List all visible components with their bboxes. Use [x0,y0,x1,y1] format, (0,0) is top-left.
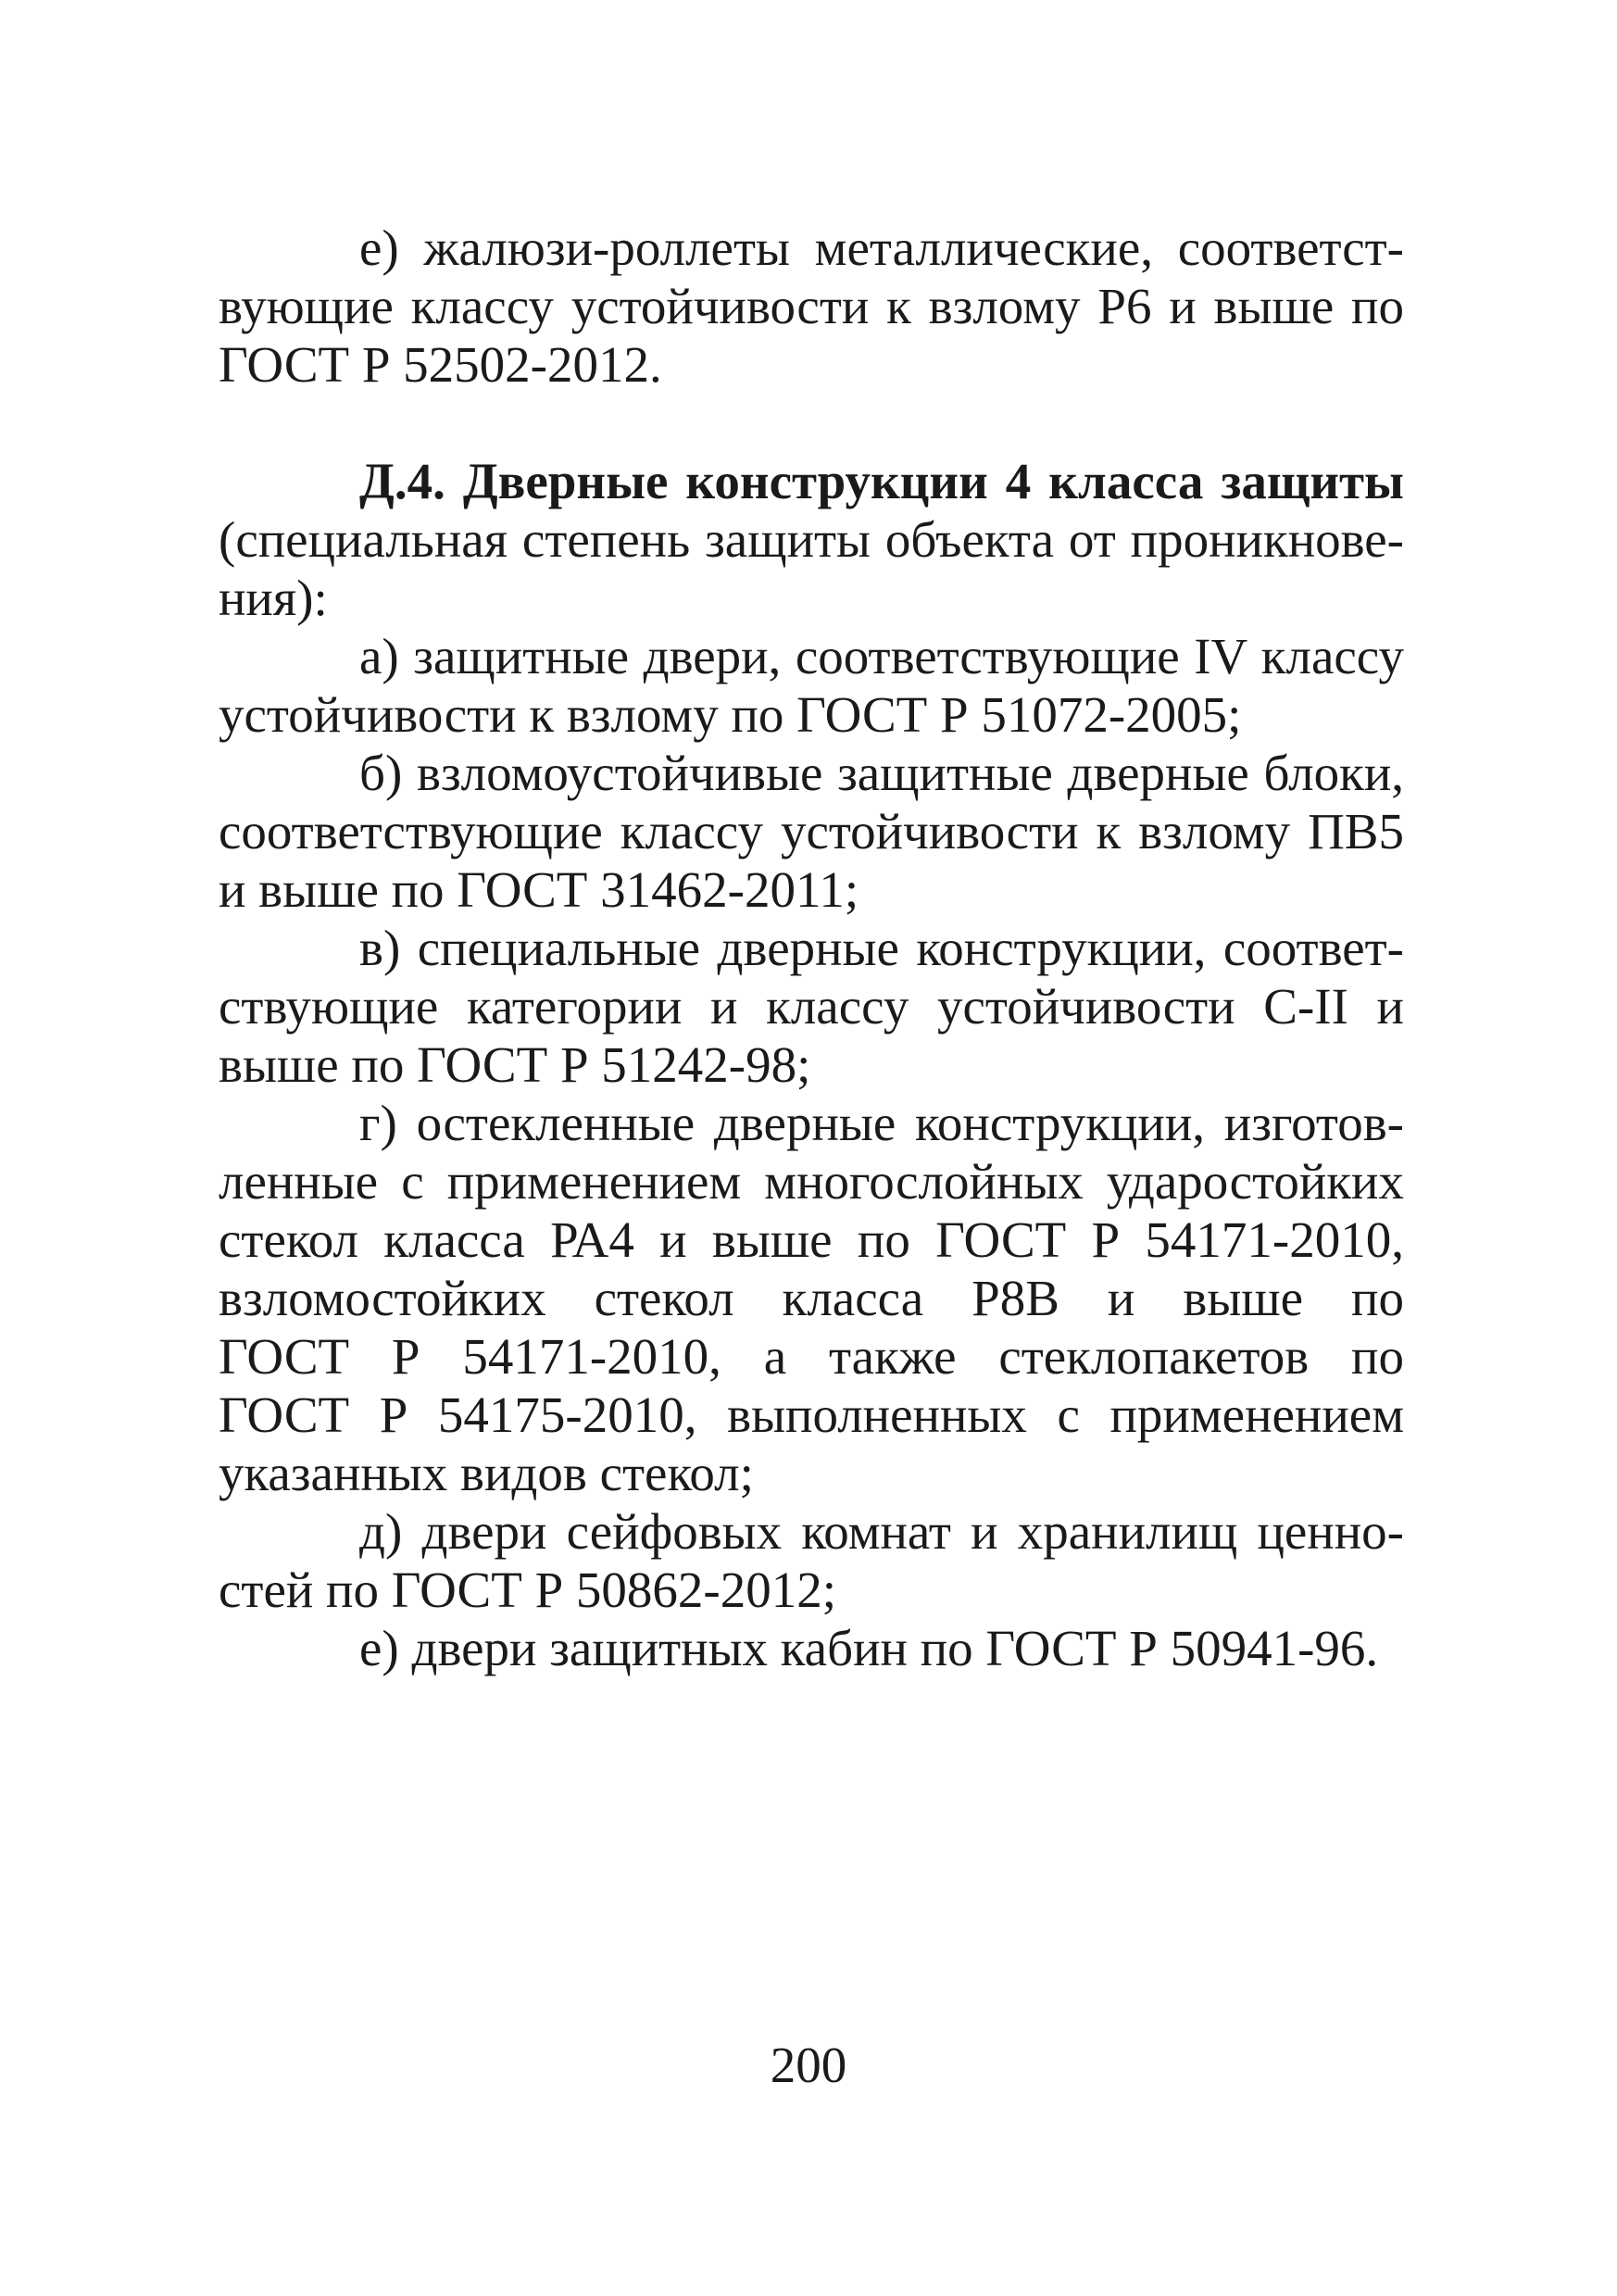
text-line: ГОСТ Р 54171-2010, а также стеклопакетов по [219,1328,1404,1385]
text-line: соответствующие классу устойчивости к взлому ПВ5 [219,803,1404,859]
text-line: ГОСТ Р 52502-2012. [219,336,662,393]
text-line: ствующие категории и классу устойчивости С-II и [219,978,1404,1035]
text-line: взломостойких стекол класса Р8В и выше по [219,1270,1404,1326]
text-line: ленные с применением многослойных ударостойких [219,1153,1404,1210]
text-line: ГОСТ Р 54175-2010, выполненных с применением [219,1386,1404,1443]
list-item-e-doors: е) двери защитных кабин по ГОСТ Р 50941-96. [359,1620,1379,1676]
text-line: вующие классу устойчивости к взлому Р6 и выше по [219,278,1404,334]
page-number: 200 [770,2037,847,2093]
list-item-b: б) взломоустойчивые защитные дверные блоки, [359,745,1404,801]
text-line: указанных видов стекол; [219,1445,754,1501]
section-d4 [219,452,1404,1677]
text-line: ния): [219,570,328,626]
list-item-d: д) двери сейфовых комнат и хранилищ ценно- [359,1503,1404,1560]
list-item-a: а) защитные двери, соответствующие IV классу [359,628,1404,684]
list-item-e-shutters [219,219,1404,394]
text-line: стекол класса РА4 и выше по ГОСТ Р 54171-2010, [219,1211,1404,1268]
section-heading: Д.4. Дверные конструкции 4 класса защиты [359,453,1404,509]
text-line: и выше по ГОСТ 31462-2011; [219,861,859,918]
text-line: (специальная степень защиты объекта от проникнове- [219,511,1404,568]
list-item-v: в) специальные дверные конструкции, соответ- [359,920,1404,976]
text-line: устойчивости к взлому по ГОСТ Р 51072-2005; [219,686,1242,743]
text-line: выше по ГОСТ Р 51242-98; [219,1036,811,1093]
text-line: е) жалюзи-роллеты металлические, соответст- [359,220,1404,276]
list-item-g: г) остекленные дверные конструкции, изготов- [359,1095,1404,1151]
text-line: стей по ГОСТ Р 50862-2012; [219,1562,837,1618]
